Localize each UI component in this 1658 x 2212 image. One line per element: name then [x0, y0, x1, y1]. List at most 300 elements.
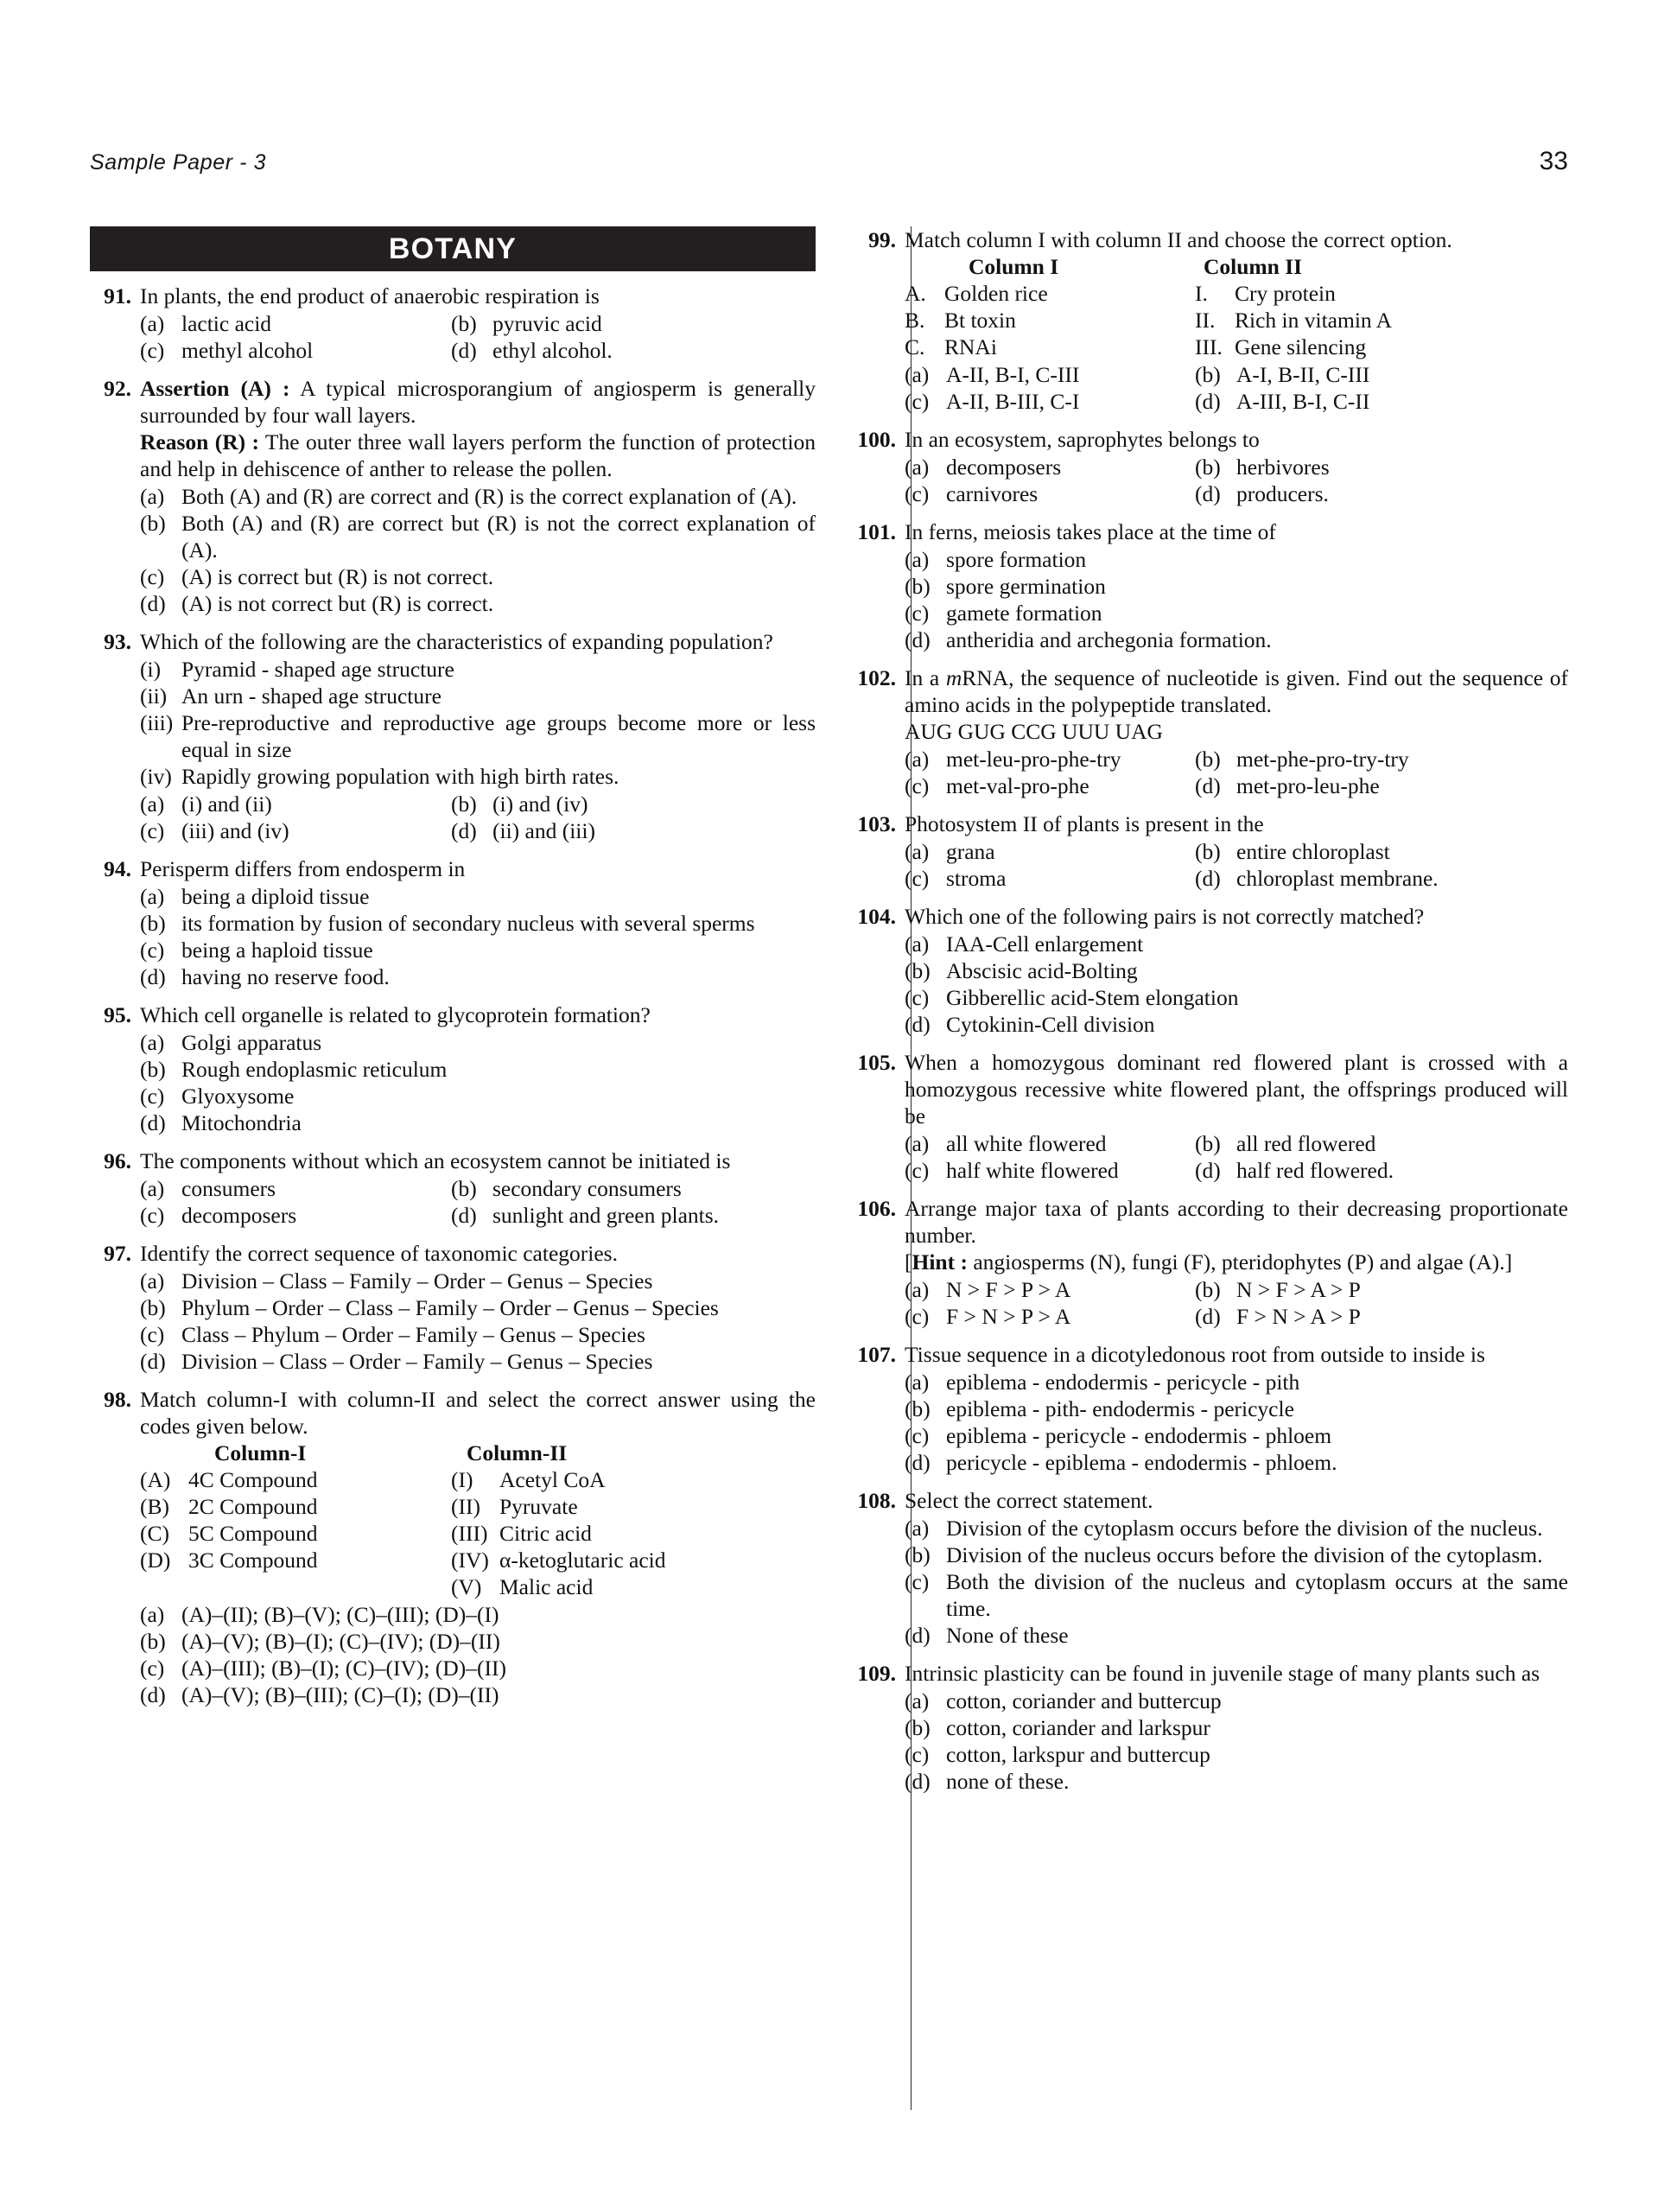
- option-b[interactable]: [451, 310, 816, 337]
- question-stem: Which cell organelle is related to glycoprotein formation?: [140, 1002, 651, 1027]
- table-row: [140, 1573, 816, 1600]
- option-b[interactable]: [140, 1628, 816, 1655]
- statement-iv: [140, 763, 816, 790]
- row-value: Pyruvate: [499, 1494, 578, 1519]
- two-column-body: [90, 226, 1568, 2119]
- option-text: sunlight and green plants.: [492, 1203, 720, 1228]
- option-list: [905, 746, 1568, 799]
- statement-text: An urn - shaped age structure: [181, 683, 441, 709]
- option-d[interactable]: [140, 1109, 816, 1136]
- option-c[interactable]: [140, 337, 451, 364]
- option-text: its formation by fusion of secondary nucleus with several sperms: [181, 911, 755, 936]
- option-d[interactable]: [1195, 865, 1568, 892]
- option-label: (a): [140, 484, 165, 509]
- option-text: grana: [946, 839, 995, 864]
- option-label: (a): [140, 791, 165, 817]
- option-label: (b): [451, 791, 477, 817]
- option-d[interactable]: [451, 337, 816, 364]
- option-d[interactable]: [1195, 1303, 1568, 1330]
- option-text: being a haploid tissue: [181, 938, 373, 963]
- option-a[interactable]: [905, 746, 1195, 772]
- row-value: α-ketoglutaric acid: [499, 1548, 666, 1573]
- option-list: [140, 1175, 816, 1229]
- question-97: [90, 1240, 816, 1375]
- question-stem: In plants, the end product of anaerobic respiration is: [140, 283, 600, 308]
- option-a[interactable]: [905, 838, 1195, 865]
- statement-iii: [140, 709, 816, 763]
- option-text: none of these.: [946, 1769, 1070, 1794]
- option-a[interactable]: [905, 361, 1195, 388]
- option-label: (d): [1195, 389, 1221, 414]
- option-text: met-val-pro-phe: [946, 773, 1089, 798]
- option-label: (a): [905, 1277, 930, 1302]
- option-label: (b): [140, 911, 166, 936]
- option-b[interactable]: [1195, 1130, 1568, 1157]
- option-label: (c): [905, 866, 930, 891]
- question-94: [90, 855, 816, 990]
- table-row: [140, 1547, 816, 1573]
- row-key: (II): [451, 1494, 480, 1519]
- table-row: [140, 1466, 816, 1493]
- option-text: epiblema - endodermis - pericycle - pith: [946, 1370, 1300, 1395]
- option-c[interactable]: [905, 984, 1568, 1011]
- option-b[interactable]: [1195, 838, 1568, 865]
- option-label: (d): [1195, 1158, 1221, 1183]
- question-number: 109.: [857, 1661, 896, 1686]
- option-label: (b): [140, 1629, 166, 1654]
- assertion-label: Assertion (A) :: [140, 376, 290, 401]
- option-text: ethyl alcohol.: [492, 338, 613, 363]
- option-d[interactable]: [905, 1449, 1568, 1476]
- option-text: (iii) and (iv): [181, 818, 289, 843]
- option-c[interactable]: [140, 1083, 816, 1109]
- option-label: (c): [140, 1656, 165, 1681]
- option-b[interactable]: [451, 791, 816, 817]
- option-text: F > N > A > P: [1236, 1304, 1361, 1329]
- row-key: (V): [451, 1574, 482, 1599]
- option-text: Phylum – Order – Class – Family – Order – Genus – Species: [181, 1295, 719, 1320]
- option-label: (b): [451, 311, 477, 336]
- question-92: [90, 375, 816, 617]
- option-d[interactable]: [451, 1202, 816, 1229]
- statement-label: (ii): [140, 683, 168, 709]
- option-b[interactable]: [140, 1056, 816, 1083]
- option-text: F > N > P > A: [946, 1304, 1071, 1329]
- option-text: carnivores: [946, 481, 1039, 506]
- option-b[interactable]: [140, 910, 816, 937]
- question-number: 106.: [857, 1196, 896, 1221]
- option-text: pericycle - epiblema - endodermis - phloem.: [946, 1450, 1337, 1475]
- table-row: [140, 1493, 816, 1520]
- row-value: Golden rice: [944, 281, 1048, 306]
- question-stem: [905, 664, 1568, 718]
- option-d[interactable]: [1195, 388, 1568, 415]
- option-text: Gibberellic acid-Stem elongation: [946, 985, 1239, 1010]
- option-text: cotton, coriander and buttercup: [946, 1688, 1222, 1713]
- option-list: [140, 1029, 816, 1136]
- option-d[interactable]: [140, 1681, 816, 1708]
- option-label: (b): [905, 1542, 931, 1567]
- right-column: [842, 226, 1568, 1806]
- question-100: [842, 426, 1568, 507]
- option-label: (b): [1195, 839, 1221, 864]
- option-text: (A)–(II); (B)–(V); (C)–(III); (D)–(I): [181, 1602, 499, 1627]
- statement-text: Rapidly growing population with high birth rates.: [181, 764, 619, 789]
- question-number: 100.: [857, 427, 896, 452]
- option-b[interactable]: [451, 1175, 816, 1202]
- row-value: Gene silencing: [1235, 334, 1367, 359]
- row-value: Malic acid: [499, 1574, 594, 1599]
- option-label: (c): [140, 338, 165, 363]
- option-d[interactable]: [905, 1011, 1568, 1038]
- question-number: 99.: [868, 227, 896, 252]
- option-b[interactable]: [1195, 746, 1568, 772]
- match-table: [905, 253, 1568, 360]
- running-head: [90, 147, 1568, 176]
- option-list: [905, 546, 1568, 653]
- option-label: (b): [905, 1715, 931, 1740]
- question-104: [842, 903, 1568, 1038]
- row-key: (C): [140, 1521, 169, 1546]
- option-b[interactable]: [1195, 454, 1568, 480]
- option-list: [905, 361, 1568, 415]
- option-text: Glyoxysome: [181, 1084, 295, 1109]
- option-c[interactable]: [905, 388, 1195, 415]
- question-108: [842, 1487, 1568, 1649]
- option-c[interactable]: [905, 1303, 1195, 1330]
- question-91: [90, 283, 816, 364]
- option-b[interactable]: [905, 1714, 1568, 1741]
- option-a[interactable]: [905, 1688, 1568, 1714]
- option-b[interactable]: [905, 573, 1568, 600]
- option-label: (d): [451, 338, 477, 363]
- option-label: (c): [905, 1304, 930, 1329]
- option-label: (a): [905, 1516, 930, 1541]
- question-number: 96.: [104, 1148, 131, 1173]
- option-list: [905, 838, 1568, 892]
- option-d[interactable]: [140, 590, 816, 617]
- option-c[interactable]: [140, 937, 816, 963]
- option-list: [140, 483, 816, 617]
- option-list: [140, 1601, 816, 1708]
- option-label: (d): [140, 1349, 166, 1374]
- option-a[interactable]: [905, 546, 1568, 573]
- option-text: met-leu-pro-phe-try: [946, 747, 1121, 772]
- row-key: (B): [140, 1494, 169, 1519]
- question-96: [90, 1147, 816, 1229]
- option-text: spore germination: [946, 574, 1106, 599]
- option-a[interactable]: [905, 454, 1195, 480]
- option-label: (d): [451, 818, 477, 843]
- reason-label: Reason (R) :: [140, 429, 259, 454]
- question-stem: Identify the correct sequence of taxonomic categories.: [140, 1241, 618, 1266]
- option-text: A-I, B-II, C-III: [1236, 362, 1370, 387]
- option-c[interactable]: [140, 563, 816, 590]
- option-c[interactable]: [140, 1655, 816, 1681]
- option-text: lactic acid: [181, 311, 272, 336]
- option-c[interactable]: [905, 865, 1195, 892]
- option-a[interactable]: [140, 1029, 816, 1056]
- question-number: 91.: [104, 283, 131, 308]
- question-number: 92.: [104, 376, 131, 401]
- question-stem: Select the correct statement.: [905, 1488, 1153, 1513]
- option-d[interactable]: [451, 817, 816, 844]
- row-key: (A): [140, 1467, 171, 1492]
- option-label: (d): [451, 1203, 477, 1228]
- option-label: (a): [140, 1030, 165, 1055]
- option-b[interactable]: [140, 1294, 816, 1321]
- option-text: decomposers: [181, 1203, 297, 1228]
- option-text: (i) and (ii): [181, 791, 272, 817]
- option-label: (a): [140, 1268, 165, 1294]
- question-number: 102.: [857, 665, 896, 690]
- statement-label: (iii): [140, 710, 174, 735]
- option-a[interactable]: [140, 1175, 451, 1202]
- option-list: [905, 931, 1568, 1038]
- option-label: (a): [905, 362, 930, 387]
- statement-text: Pre-reproductive and reproductive age groups become more or less equal in size: [181, 710, 816, 762]
- row-value: Cry protein: [1235, 281, 1336, 306]
- option-a[interactable]: [140, 1601, 816, 1628]
- reason-text: The outer three wall layers perform the function of protection and help in dehiscence of anther to release the pollen.: [140, 429, 816, 481]
- option-text: being a diploid tissue: [181, 884, 370, 909]
- section-banner: [90, 226, 816, 271]
- row-key: (I): [451, 1467, 473, 1492]
- column-2-header: Column II: [1204, 254, 1303, 279]
- option-text: (ii) and (iii): [492, 818, 595, 843]
- question-number: 105.: [857, 1050, 896, 1075]
- section-title: BOTANY: [388, 232, 518, 265]
- question-95: [90, 1001, 816, 1136]
- question-number: 98.: [104, 1387, 131, 1412]
- option-label: (d): [1195, 773, 1221, 798]
- option-text: Division – Class – Family – Order – Genus – Species: [181, 1268, 653, 1294]
- option-c[interactable]: [140, 1321, 816, 1348]
- option-a[interactable]: [140, 883, 816, 910]
- question-99: [842, 226, 1568, 415]
- hint-text: angiosperms (N), fungi (F), pteridophytes (P) and algae (A).]: [973, 1249, 1513, 1274]
- option-label: (c): [905, 1742, 930, 1767]
- option-a[interactable]: [905, 1515, 1568, 1541]
- option-list: [905, 1515, 1568, 1649]
- option-label: (a): [140, 1602, 165, 1627]
- option-label: (c): [905, 1423, 930, 1448]
- option-text: Golgi apparatus: [181, 1030, 322, 1055]
- question-stem: In an ecosystem, saprophytes belongs to: [905, 427, 1260, 452]
- option-d[interactable]: [1195, 1157, 1568, 1184]
- option-c[interactable]: [905, 1422, 1568, 1449]
- option-d[interactable]: [1195, 480, 1568, 507]
- option-text: half red flowered.: [1236, 1158, 1394, 1183]
- question-106: [842, 1195, 1568, 1330]
- question-98: [90, 1386, 816, 1708]
- question-stem: Which of the following are the characteristics of expanding population?: [140, 629, 773, 654]
- option-d[interactable]: [140, 963, 816, 990]
- option-text: cotton, larkspur and buttercup: [946, 1742, 1210, 1767]
- option-label: (a): [905, 839, 930, 864]
- paper-label: Sample Paper - 3: [90, 150, 267, 175]
- question-stem: The components without which an ecosystem cannot be initiated is: [140, 1148, 731, 1173]
- option-label: (c): [905, 601, 930, 626]
- option-label: (d): [140, 1110, 166, 1135]
- question-number: 101.: [857, 519, 896, 544]
- option-label: (d): [1195, 481, 1221, 506]
- option-c[interactable]: [140, 1202, 451, 1229]
- stem-part-2: RNA, the sequence of nucleotide is given. Find out the sequence of amino acids in the polypeptide translated.: [905, 665, 1568, 717]
- option-label: (a): [905, 547, 930, 572]
- question-103: [842, 810, 1568, 892]
- option-label: (c): [140, 938, 165, 963]
- option-label: (d): [905, 1623, 931, 1648]
- option-text: (i) and (iv): [492, 791, 588, 817]
- option-text: Mitochondria: [181, 1110, 302, 1135]
- row-value: 5C Compound: [188, 1521, 318, 1546]
- option-c[interactable]: [905, 600, 1568, 626]
- option-text: decomposers: [946, 454, 1062, 480]
- question-101: [842, 518, 1568, 653]
- question-stem: Arrange major taxa of plants according to their decreasing proportionate number.: [905, 1196, 1568, 1248]
- assertion-text: A typical microsporangium of angiosperm is generally surrounded by four wall layers.: [140, 376, 816, 428]
- option-a[interactable]: [905, 931, 1568, 957]
- option-text: chloroplast membrane.: [1236, 866, 1439, 891]
- option-c[interactable]: [905, 1741, 1568, 1768]
- row-value: 3C Compound: [188, 1548, 318, 1573]
- row-value: 2C Compound: [188, 1494, 318, 1519]
- option-label: (b): [140, 1295, 166, 1320]
- question-number: 108.: [857, 1488, 896, 1513]
- option-b[interactable]: [905, 957, 1568, 984]
- option-text: having no reserve food.: [181, 964, 390, 989]
- option-text: Cytokinin-Cell division: [946, 1012, 1155, 1037]
- option-c[interactable]: [905, 480, 1195, 507]
- row-value: Bt toxin: [944, 308, 1016, 333]
- option-label: (b): [451, 1176, 477, 1201]
- statement-text: Pyramid - shaped age structure: [181, 657, 454, 682]
- option-text: herbivores: [1236, 454, 1330, 480]
- option-text: Abscisic acid-Bolting: [946, 958, 1138, 983]
- option-text: Both (A) and (R) are correct and (R) is the correct explanation of (A).: [181, 484, 797, 509]
- option-b[interactable]: [905, 1541, 1568, 1568]
- option-d[interactable]: [140, 1348, 816, 1375]
- option-a[interactable]: [140, 791, 451, 817]
- row-value: Rich in vitamin A: [1235, 308, 1393, 333]
- option-label: (d): [905, 1450, 931, 1475]
- question-93: [90, 628, 816, 844]
- option-text: A-II, B-I, C-III: [946, 362, 1080, 387]
- option-d[interactable]: [905, 626, 1568, 653]
- option-text: (A)–(V); (B)–(III); (C)–(I); (D)–(II): [181, 1682, 499, 1707]
- row-key: (III): [451, 1521, 488, 1546]
- option-c[interactable]: [905, 1568, 1568, 1622]
- option-label: (a): [905, 454, 930, 480]
- option-label: (b): [1195, 362, 1221, 387]
- option-text: Both (A) and (R) are correct but (R) is not the correct explanation of (A).: [181, 511, 816, 563]
- table-row: [905, 334, 1568, 360]
- question-107: [842, 1341, 1568, 1476]
- question-number: 97.: [104, 1241, 131, 1266]
- option-d[interactable]: [905, 1768, 1568, 1795]
- option-label: (c): [905, 985, 930, 1010]
- option-label: (c): [140, 1322, 165, 1347]
- option-text: Division – Class – Order – Family – Genus – Species: [181, 1349, 653, 1374]
- question-hint: [Hint : angiosperms (N), fungi (F), pteridophytes (P) and algae (A).]: [905, 1249, 1513, 1274]
- option-a[interactable]: [905, 1369, 1568, 1395]
- option-label: (c): [140, 1084, 165, 1109]
- option-label: (a): [140, 311, 165, 336]
- question-102: [842, 664, 1568, 799]
- option-c[interactable]: [905, 772, 1195, 799]
- option-list: [140, 1268, 816, 1375]
- option-b[interactable]: [905, 1395, 1568, 1422]
- option-text: consumers: [181, 1176, 276, 1201]
- option-a[interactable]: [905, 1276, 1195, 1303]
- option-c[interactable]: [140, 817, 451, 844]
- row-value: RNAi: [944, 334, 997, 359]
- question-stem: In ferns, meiosis takes place at the time of: [905, 519, 1276, 544]
- option-b[interactable]: [140, 510, 816, 563]
- option-text: (A) is not correct but (R) is correct.: [181, 591, 494, 616]
- option-text: N > F > A > P: [1236, 1277, 1361, 1302]
- option-label: (b): [905, 574, 931, 599]
- row-key: I.: [1195, 281, 1208, 306]
- option-text: spore formation: [946, 547, 1087, 572]
- option-b[interactable]: [1195, 361, 1568, 388]
- option-text: met-pro-leu-phe: [1236, 773, 1380, 798]
- statement-i: [140, 656, 816, 683]
- option-label: (c): [905, 1569, 930, 1594]
- option-d[interactable]: [905, 1622, 1568, 1649]
- stem-part-1: In a: [905, 665, 946, 690]
- option-c[interactable]: [905, 1157, 1195, 1184]
- option-text: antheridia and archegonia formation.: [946, 627, 1272, 652]
- option-list: [905, 1369, 1568, 1476]
- option-label: (c): [140, 564, 165, 589]
- option-a[interactable]: [905, 1130, 1195, 1157]
- option-label: (a): [905, 747, 930, 772]
- option-label: (c): [905, 389, 930, 414]
- column-2-header: Column-II: [467, 1440, 568, 1465]
- row-value: Acetyl CoA: [499, 1467, 606, 1492]
- option-label: (a): [140, 1176, 165, 1201]
- option-a[interactable]: [140, 483, 816, 510]
- option-d[interactable]: [1195, 772, 1568, 799]
- row-value: Citric acid: [499, 1521, 592, 1546]
- table-row: [905, 280, 1568, 307]
- option-label: (d): [140, 591, 166, 616]
- stem-italic-m: m: [945, 665, 962, 690]
- reason-statement: [140, 429, 816, 482]
- option-text: Rough endoplasmic reticulum: [181, 1057, 448, 1082]
- question-stem: When a homozygous dominant red flowered plant is crossed with a homozygous recessive white flowered plant, the offsprings produced will be: [905, 1050, 1568, 1128]
- column-1-header: Column-I: [214, 1440, 307, 1465]
- option-text: gamete formation: [946, 601, 1102, 626]
- option-text: producers.: [1236, 481, 1329, 506]
- option-a[interactable]: [140, 310, 451, 337]
- option-text: Division of the nucleus occurs before the division of the cytoplasm.: [946, 1542, 1543, 1567]
- option-label: (c): [140, 818, 165, 843]
- option-a[interactable]: [140, 1268, 816, 1294]
- option-b[interactable]: [1195, 1276, 1568, 1303]
- option-text: all red flowered: [1236, 1131, 1376, 1156]
- match-table-header: [905, 253, 1568, 280]
- option-label: (a): [140, 884, 165, 909]
- match-table: [140, 1440, 816, 1600]
- option-list: [140, 791, 816, 844]
- option-text: IAA-Cell enlargement: [946, 931, 1144, 957]
- question-number: 94.: [104, 856, 131, 881]
- option-label: (b): [1195, 747, 1221, 772]
- row-key: A.: [905, 281, 926, 306]
